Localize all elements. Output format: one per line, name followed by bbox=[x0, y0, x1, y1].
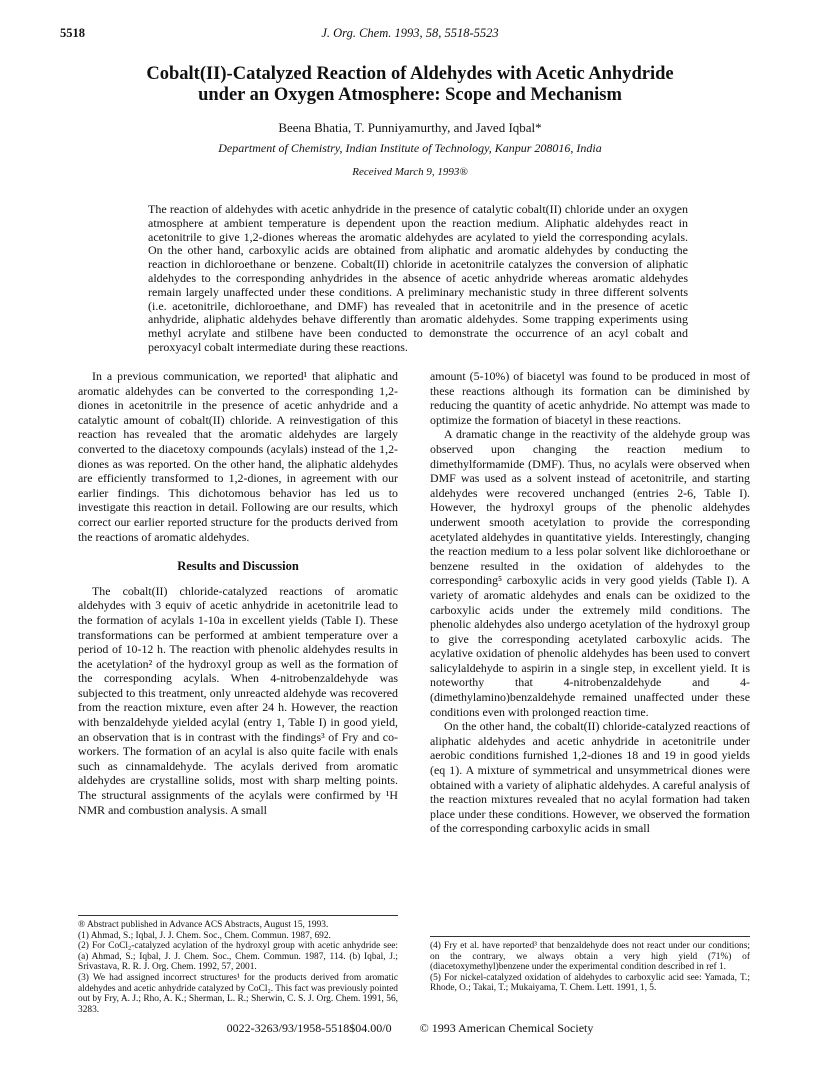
page-footer bbox=[0, 1021, 820, 1036]
footnotes-left bbox=[78, 915, 398, 1015]
left-column bbox=[78, 369, 398, 817]
received-date: Received March 9, 1993® bbox=[352, 166, 468, 178]
aliphatic-paragraph: On the other hand, the cobalt(II) chloride-catalyzed reactions of aliphatic aldehydes and acetic anhydride in acetonitrile under aerobic conditions furnished 1,2-diones 18 and 19 in good yields (eq 1). A mixture of symmetrical and unsymmetrical diones were obtained with a variety of aliphatic aldehydes. A careful analysis of the reaction mixtures revealed that no acylal formation had taken place under these conditions. However, we observed the formation of the corresponding carboxylic acids in small bbox=[430, 719, 750, 836]
title-line-2: under an Oxygen Atmosphere: Scope and Mechanism bbox=[198, 85, 622, 105]
footnote: (1) Ahmad, S.; Iqbal, J. J. Chem. Soc., Chem. Commun. 1987, 692. bbox=[78, 930, 331, 941]
footnotes-right bbox=[430, 936, 750, 994]
dmf-paragraph: A dramatic change in the reactivity of the aldehyde group was observed upon changing the reaction medium to dimethylformamide (DMF). Thus, no acylals were observed when DMF was used as a solvent instead of acetonitrile, and starting aldehydes were recovered unchanged (entries 2-6, Table I). However, the hydroxyl groups of the phenolic aldehydes underwent smooth acetylation to provide the corresponding acetylated aldehydes in quantitative yields. Interestingly, changing the reaction medium to a less polar solvent like dichloroethane or benzene resulted in the oxidation of aldehydes to the corresponding⁵ carboxylic acids in very good yields (Table I). A variety of aromatic aldehydes and enals can be oxidized to the carboxylic acids under the extremely mild conditions. The phenolic aldehydes also undergo acetylation of the hydroxyl group to give the corresponding acetylated carboxylic acids. The acylative oxidation of phenolic aldehydes has been used to convert salicylaldehyde to aspirin in a single step, in excellent yield. It is noteworthy that 4-nitrobenzaldehyde and 4-(dimethylamino)benzaldehyde remained unaffected under these conditions even with prolonged reaction time. bbox=[430, 427, 750, 719]
results-paragraph: The cobalt(II) chloride-catalyzed reactions of aromatic aldehydes with 3 equiv of acetic anhydride in acetonitrile lead to the formation of acylals 1-10a in excellent yields (Table I). These transformations can be performed at ambient temperature over a period of 10-12 h. The reaction with phenolic aldehydes results in the acetylation² of the hydroxyl group as well as the formation of the corresponding acylals. When 4-nitrobenzaldehyde was subjected to this treatment, only unreacted aldehyde was recovered from the reaction mixture, even after 24 h. However, the reaction with benzaldehyde yielded acylal (entry 1, Table I) in good yield, an observation that is in contrast with the findings³ of Fry and co-workers. The formation of an acylal is also quite facile with enals such as cinnamaldehyde. The acylals derived from aromatic aldehydes are crystalline solids, most with sharp melting points. The structural assignments of the acylals were confirmed by ¹H NMR and combustion analysis. A small bbox=[78, 583, 398, 817]
footnote: (4) Fry et al. have reported³ that benzaldehyde does not react under our conditions; on the contrary, we always obtain a very high yield (71%) of (diacetoxymethyl)benzene under the experimental condition described in ref 1. bbox=[430, 941, 750, 973]
footnote: (3) We had assigned incorrect structures¹ for the products derived from aromatic aldehydes and acetic anhydride catalyzed by CoCl₂. This fact was previously pointed out by Fry, A. J.; Rho, A. K.; Sherman, L. R.; Sherwin, C. S. J. Org. Chem. 1991, 56, 3283. bbox=[78, 972, 398, 1015]
footnote: (5) For nickel-catalyzed oxidation of aldehydes to carboxylic acid see: Yamada, T.; Rhode, O.; Takai, T.; Mukaiyama, T. Chem. Lett. 1991, 1, 5. bbox=[430, 972, 750, 994]
continued-paragraph: amount (5-10%) of biacetyl was found to be produced in most of these reactions although its formation can be diminished by reducing the quantity of acetic anhydride. No attempt was made to optimize the formation of biacetyl in these reactions. bbox=[430, 369, 750, 427]
journal-citation: J. Org. Chem. 1993, 58, 5518-5523 bbox=[321, 26, 499, 40]
affiliation: Department of Chemistry, Indian Institute of Technology, Kanpur 208016, India bbox=[218, 141, 602, 155]
section-heading: Results and Discussion bbox=[177, 559, 299, 574]
title-line-1: Cobalt(II)-Catalyzed Reaction of Aldehydes with Acetic Anhydride bbox=[146, 64, 674, 84]
authors: Beena Bhatia, T. Punniyamurthy, and Javed Iqbal* bbox=[278, 120, 542, 135]
intro-paragraph: In a previous communication, we reported¹ that aliphatic and aromatic aldehydes can be converted to the corresponding 1,2-diones in acetonitrile in the presence of acetic anhydride and a catalytic amount of cobalt(II) chloride. A reinvestigation of this reaction has revealed that the aromatic aldehydes are largely converted to the diacetoxy compounds (acylals) instead of the 1,2-diones as was reported. On the other hand, the aliphatic aldehydes are efficiently transformed to 1,2-diones, in agreement with our earlier findings. This dichotomous behavior has led us to investigate this reaction in detail. Following are our results, which correct our earlier reported structure for the products derived from the reactions of aromatic aldehydes. bbox=[78, 369, 398, 544]
running-header bbox=[60, 26, 760, 42]
footnote: (2) For CoCl₂-catalyzed acylation of the hydroxyl group with acetic anhydride see: (a) Ahmad, S.; Iqbal, J. J. Chem. Soc., Chem. Commun. 1987, 114. (b) Iqbal, J.; Srivastava, R. R. J. Org. Chem. 1992, 57, 2001. bbox=[78, 941, 398, 973]
footnote: ® Abstract published in Advance ACS Abstracts, August 15, 1993. bbox=[78, 920, 329, 930]
article-title bbox=[90, 64, 730, 106]
page-number: 5518 bbox=[60, 26, 85, 40]
article-code: 0022-3263/93/1958-5518$04.00/0 bbox=[226, 1021, 392, 1035]
abstract-text: The reaction of aldehydes with acetic anhydride in the presence of catalytic cobalt(II) chloride under an oxygen atmosphere at ambient temperature is dependent upon the reaction medium. Aliphatic aldehydes react in acetonitrile to give 1,2-diones whereas the aromatic aldehydes are acylated to yield the corresponding acylals. On the other hand, carboxylic acids are obtained from aliphatic and aromatic aldehydes by conducting the reaction in dichloroethane or benzene. Cobalt(II) chloride in acetonitrile catalyzes the conversion of aliphatic aldehydes to the corresponding anhydrides in the absence of acetic anhydride whereas aromatic aldehydes remain largely unaffected under these conditions. A preliminary mechanistic study in three different solvents (i.e. acetonitrile, dichloroethane, and DMF) has revealed that in acetonitrile and in the presence of acetic anhydride, aliphatic aldehydes behave differently than aromatic aldehydes. Some trapping experiments using methyl acrylate and stilbene have been conducted to demonstrate the occurrence of an acyl cobalt and peroxyacyl cobalt intermediate during these reactions. bbox=[148, 202, 688, 354]
copyright: © 1993 American Chemical Society bbox=[419, 1021, 594, 1035]
abstract bbox=[148, 203, 688, 355]
right-column bbox=[430, 369, 750, 836]
